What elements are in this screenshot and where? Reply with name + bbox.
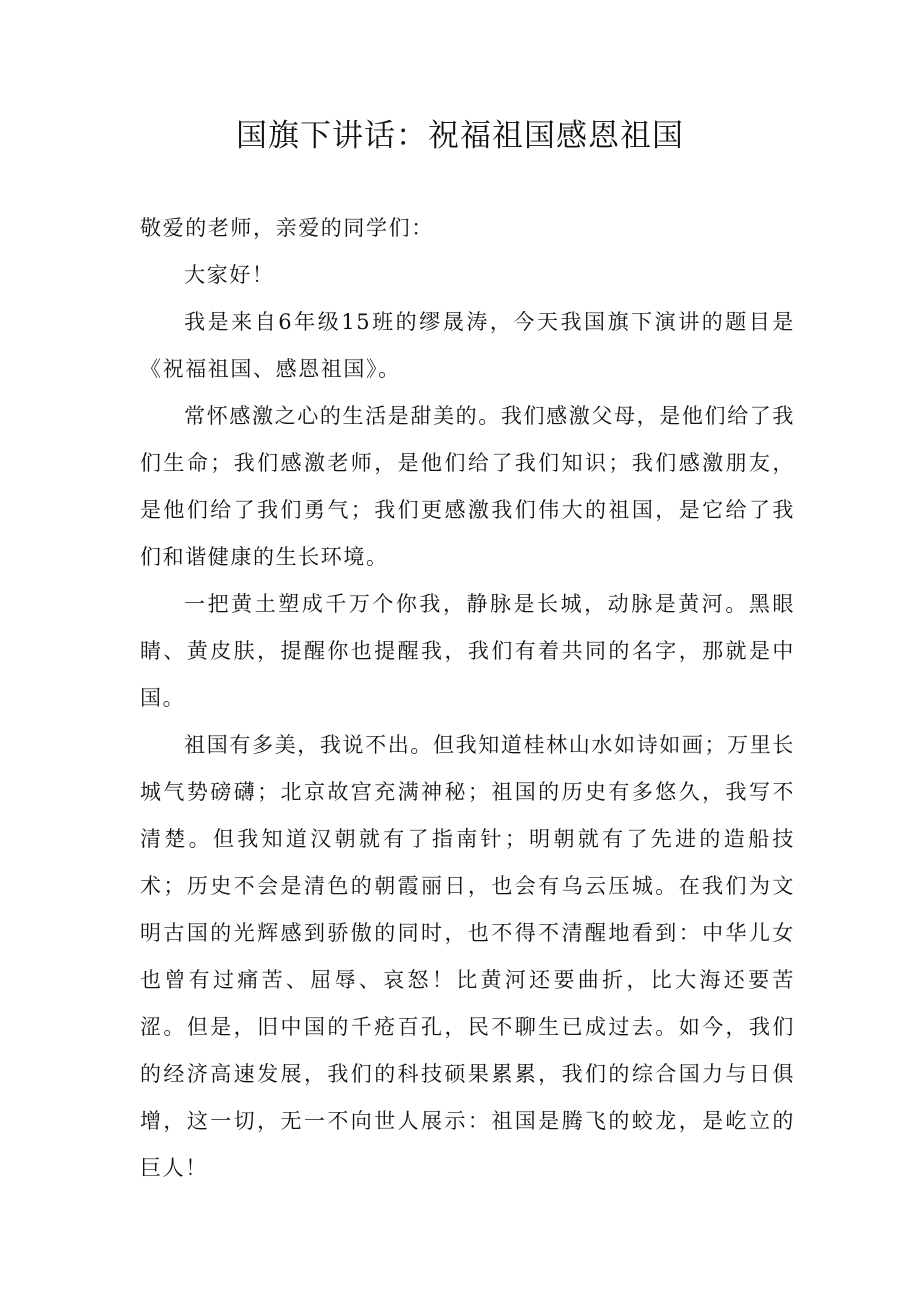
salutation: 敬爱的老师，亲爱的同学们： <box>140 216 434 240</box>
paragraph-homeland: 祖国有多美，我说不出。但我知道桂林山水如诗如画；万里长城气势磅礴；北京故宫充满神秘；祖国的历史有多悠久，我写不清楚。但我知道汉朝就有了指南针；明朝就有了先进的造船技术；历史不会是清色的朝霞丽日，也会有乌云压城。在我们为文明古国的光辉感到骄傲的同时，也不得不清醒地看到：中华儿女也曾有过痛苦、屈辱、哀怒！比黄河还要曲折，比大海还要苦涩。但是，旧中国的千疮百孔，民不聊生已成过去。如今，我们的经济高速发展，我们的科技硕果累累，我们的综合国力与日俱增，这一切，无一不向世人展示：祖国是腾飞的蛟龙，是屹立的巨人！ <box>140 733 795 1180</box>
document-title: 国旗下讲话：祝福祖国感恩祖国 <box>236 118 684 154</box>
paragraph-gratitude: 常怀感激之心的生活是甜美的。我们感激父母，是他们给了我们生命；我们感激老师，是他们给了我们知识；我们感激朋友，是他们给了我们勇气；我们更感激我们伟大的祖国，是它给了我们和谐健康的生长环境。 <box>140 404 795 569</box>
document-body <box>140 205 795 1192</box>
paragraph-introduction: 我是来自6年级15班的缪晟涛，今天我国旗下演讲的题目是《祝福祖国、感恩祖国》。 <box>140 310 795 381</box>
paragraph-greeting: 大家好！ <box>184 263 275 287</box>
paragraph-identity: 一把黄土塑成千万个你我，静脉是长城，动脉是黄河。黑眼睛、黄皮肤，提醒你也提醒我，我们有着共同的名字，那就是中国。 <box>140 592 795 710</box>
